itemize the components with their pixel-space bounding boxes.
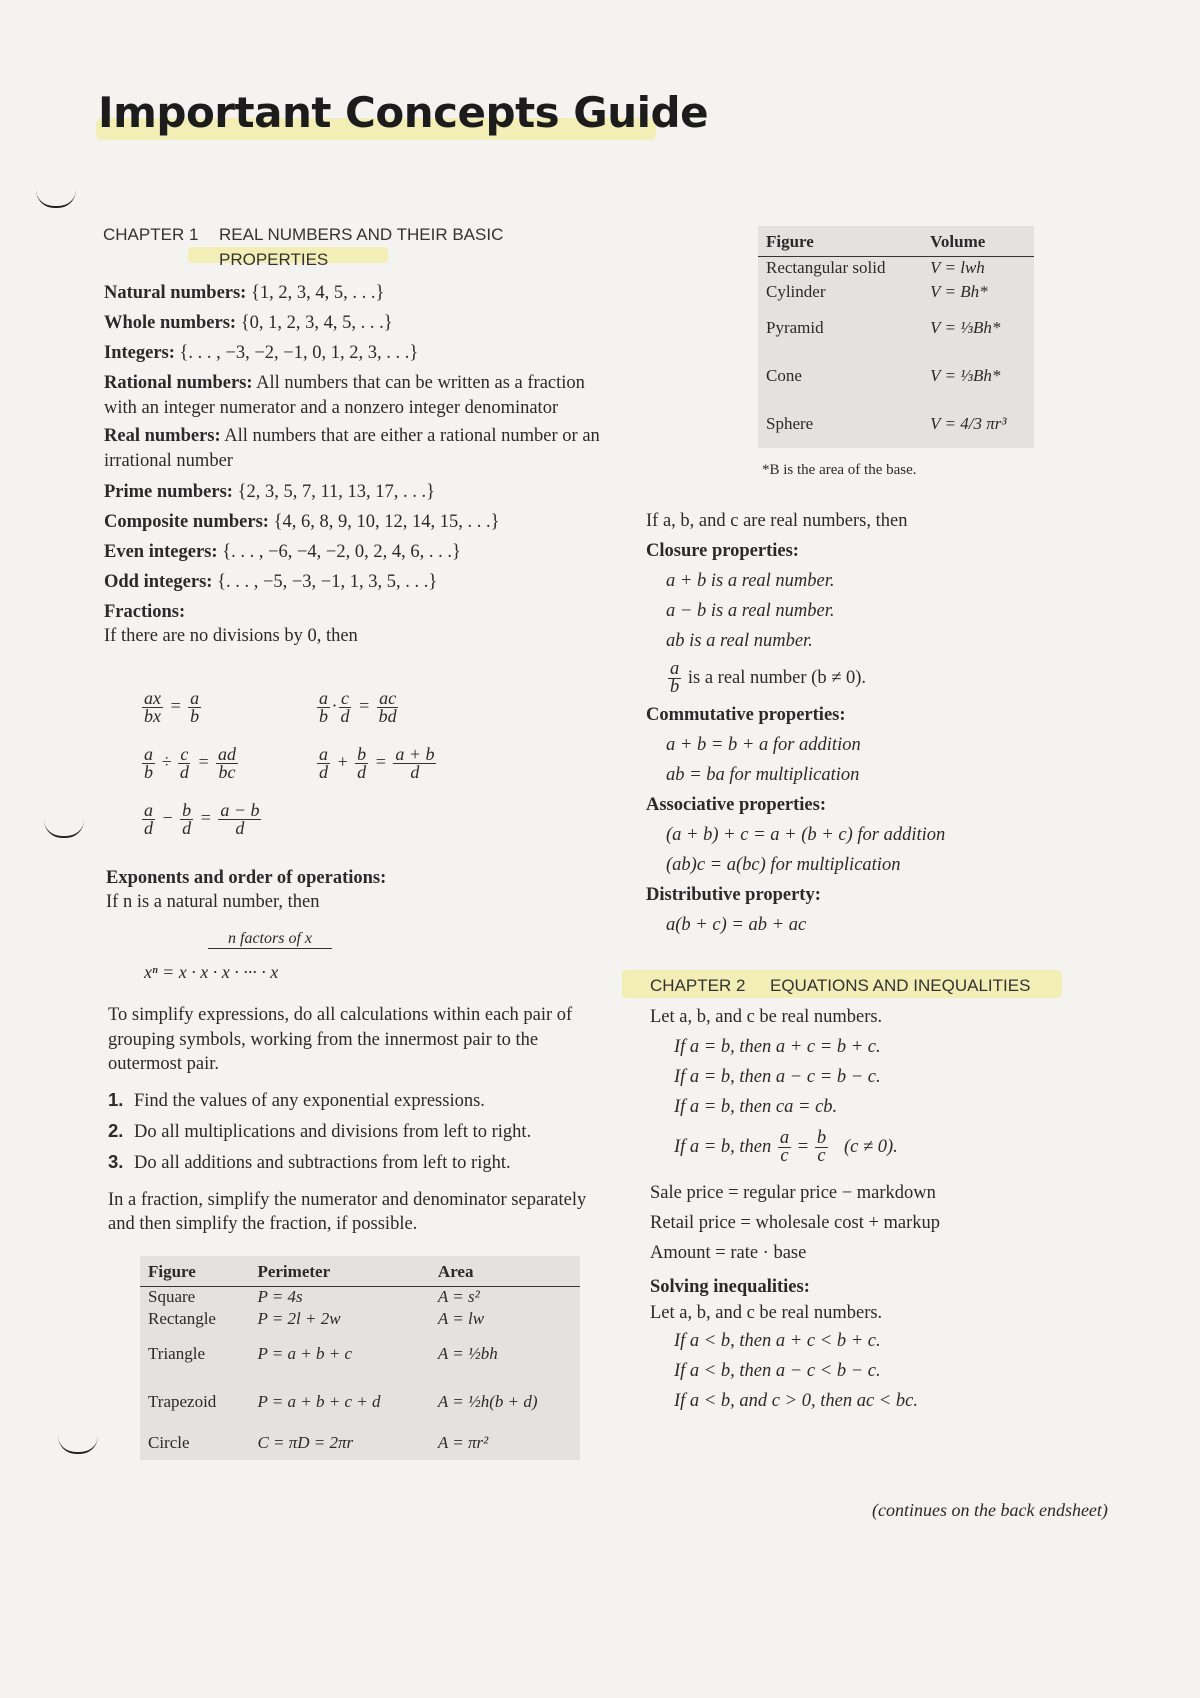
volume-footnote: *B is the area of the base. xyxy=(762,462,917,478)
inequalities-intro: Let a, b, and c be real numbers. xyxy=(650,1303,883,1323)
commutative-2: ab = ba for multiplication xyxy=(666,765,860,785)
step-3: 3. Do all additions and subtractions from left to right. xyxy=(108,1150,511,1173)
distributive-1: a(b + c) = ab + ac xyxy=(666,915,807,935)
associative-2: (ab)c = a(bc) for multiplication xyxy=(666,855,901,875)
def-real: Real numbers: All numbers that are either a rational number or an irrational number xyxy=(104,426,600,471)
exponent-formula: xⁿ = x · x · x · ··· · x xyxy=(144,962,279,982)
col-header-figure: Figure xyxy=(140,1256,249,1286)
table-row: Cone V = ⅓Bh* xyxy=(766,366,1001,385)
perimeter-area-table xyxy=(140,1256,580,1460)
table-row: Square P = 4s A = s² xyxy=(148,1287,480,1307)
exponents-heading: Exponents and order of operations: xyxy=(106,868,387,888)
col-header-perimeter: Perimeter xyxy=(249,1256,429,1286)
def-rational: Rational numbers: All numbers that can be written as a fraction with an integer numerator and a nonzero integer denominator xyxy=(104,373,585,418)
fraction-rule-add: $\frac{a}{d}$ + $\frac{b}{d}$ = $\frac{a + b}{d}$ xyxy=(319,744,435,782)
step-1: 1. Find the values of any exponential expressions. xyxy=(108,1088,485,1111)
exponents-intro: If n is a natural number, then xyxy=(106,892,320,912)
fractions-intro: If there are no divisions by 0, then xyxy=(104,626,358,646)
chapter2-section xyxy=(650,1002,1170,1416)
exponents-section xyxy=(106,866,606,914)
def-natural: Natural numbers: {1, 2, 3, 4, 5, . . .} xyxy=(104,283,385,303)
fraction-rule-simplify: $\frac{ax}{bx}$ = $\frac{a}{b}$ xyxy=(144,688,200,726)
col-header-area: Area xyxy=(430,1256,580,1286)
ineq-rule-2: If a < b, then a − c < b − c. xyxy=(674,1361,881,1381)
associative-1: (a + b) + c = a + (b + c) for addition xyxy=(666,825,946,845)
volume-table xyxy=(758,226,1034,448)
continues-note: (continues on the back endsheet) xyxy=(872,1500,1108,1520)
table-row: Cylinder V = Bh* xyxy=(766,282,988,301)
closure-heading: Closure properties: xyxy=(646,541,799,561)
chapter2-number: CHAPTER 2 xyxy=(650,976,746,995)
ch2-rule-2: If a = b, then a − c = b − c. xyxy=(674,1067,881,1087)
chapter1-title-line2: PROPERTIES xyxy=(219,250,329,269)
ineq-rule-1: If a < b, then a + c < b + c. xyxy=(674,1331,881,1351)
def-even: Even integers: {. . . , −6, −4, −2, 0, 2, 4, 6, . . .} xyxy=(104,542,461,562)
formula-retail-price: Retail price = wholesale cost + markup xyxy=(650,1213,941,1233)
distributive-heading: Distributive property: xyxy=(646,885,821,905)
ch2-rule-4: If a = b, then $\frac{a}{c}$ = $\frac{b}{c}$ (c ≠ 0). xyxy=(674,1128,898,1167)
closure-4: $\frac{a}{b}$ is a real number (b ≠ 0). xyxy=(670,659,867,698)
margin-mark xyxy=(36,190,76,208)
page-title: Important Concepts Guide xyxy=(98,88,709,137)
margin-mark xyxy=(44,820,84,838)
table-row: Trapezoid P = a + b + c + d A = ½h(b + d) xyxy=(148,1392,538,1411)
commutative-heading: Commutative properties: xyxy=(646,705,846,725)
table-row: Sphere V = 4/3 πr³ xyxy=(766,414,1007,433)
def-composite: Composite numbers: {4, 6, 8, 9, 10, 12, 14, 15, . . .} xyxy=(104,512,500,532)
fractions-heading: Fractions: xyxy=(104,602,186,622)
fraction-rule-multiply: $\frac{a}{b}$ · $\frac{c}{d}$ = $\frac{ac}{bd}$ xyxy=(319,688,397,726)
properties-intro: If a, b, and c are real numbers, then xyxy=(646,511,908,531)
table-row: Circle C = πD = 2πr A = πr² xyxy=(148,1433,489,1452)
closure-3: ab is a real number. xyxy=(666,631,813,651)
step-2: 2. Do all multiplications and divisions from left to right. xyxy=(108,1119,532,1142)
simplify-text: To simplify expressions, do all calculations within each pair of grouping symbols, working from the innermost pair to the outermost pair. xyxy=(108,1005,573,1074)
ch2-rule-1: If a = b, then a + c = b + c. xyxy=(674,1037,881,1057)
order-of-operations xyxy=(108,1000,608,1241)
chapter2-heading xyxy=(650,973,1030,998)
table-row: Rectangle P = 2l + 2w A = lw xyxy=(148,1309,485,1328)
fraction-rule-subtract: $\frac{a}{d}$ − $\frac{b}{d}$ = $\frac{a - b}{d}$ xyxy=(144,800,260,838)
def-whole: Whole numbers: {0, 1, 2, 3, 4, 5, . . .} xyxy=(104,313,393,333)
ineq-rule-3: If a < b, and c > 0, then ac < bc. xyxy=(674,1391,918,1411)
commutative-1: a + b = b + a for addition xyxy=(666,735,861,755)
properties-section xyxy=(646,506,1166,940)
formula-sale-price: Sale price = regular price − markdown xyxy=(650,1183,936,1203)
margin-mark xyxy=(58,1436,98,1454)
chapter2-title: EQUATIONS AND INEQUALITIES xyxy=(770,976,1031,995)
chapter1-title-line1: REAL NUMBERS AND THEIR BASIC xyxy=(219,225,504,244)
col-header-figure: Figure xyxy=(758,226,922,256)
inequalities-heading: Solving inequalities: xyxy=(650,1277,810,1297)
table-row: Rectangular solid V = lwh xyxy=(766,258,985,278)
closure-2: a − b is a real number. xyxy=(666,601,835,621)
formula-amount: Amount = rate · base xyxy=(650,1243,807,1263)
def-prime: Prime numbers: {2, 3, 5, 7, 11, 13, 17, . . .} xyxy=(104,482,436,502)
chapter1-heading xyxy=(103,222,503,272)
def-odd: Odd integers: {. . . , −5, −3, −1, 1, 3, 5, . . .} xyxy=(104,572,438,592)
chapter1-number: CHAPTER 1 xyxy=(103,225,199,244)
col-header-volume: Volume xyxy=(922,226,1034,256)
closure-1: a + b is a real number. xyxy=(666,571,835,591)
fraction-rule-divide: $\frac{a}{b}$ ÷ $\frac{c}{d}$ = $\frac{ad}{bc}$ xyxy=(144,744,237,782)
definitions-list xyxy=(104,278,604,651)
exponent-brace-label: n factors of x xyxy=(208,930,332,949)
ch2-intro: Let a, b, and c be real numbers. xyxy=(650,1007,883,1027)
associative-heading: Associative properties: xyxy=(646,795,826,815)
def-integers: Integers: {. . . , −3, −2, −1, 0, 1, 2, 3, . . .} xyxy=(104,343,419,363)
ch2-rule-3: If a = b, then ca = cb. xyxy=(674,1097,838,1117)
table-row: Triangle P = a + b + c A = ½bh xyxy=(148,1344,498,1363)
fraction-simplify-text: In a fraction, simplify the numerator and denominator separately and then simplify the fraction, if possible. xyxy=(108,1189,587,1234)
table-row: Pyramid V = ⅓Bh* xyxy=(766,318,1001,337)
